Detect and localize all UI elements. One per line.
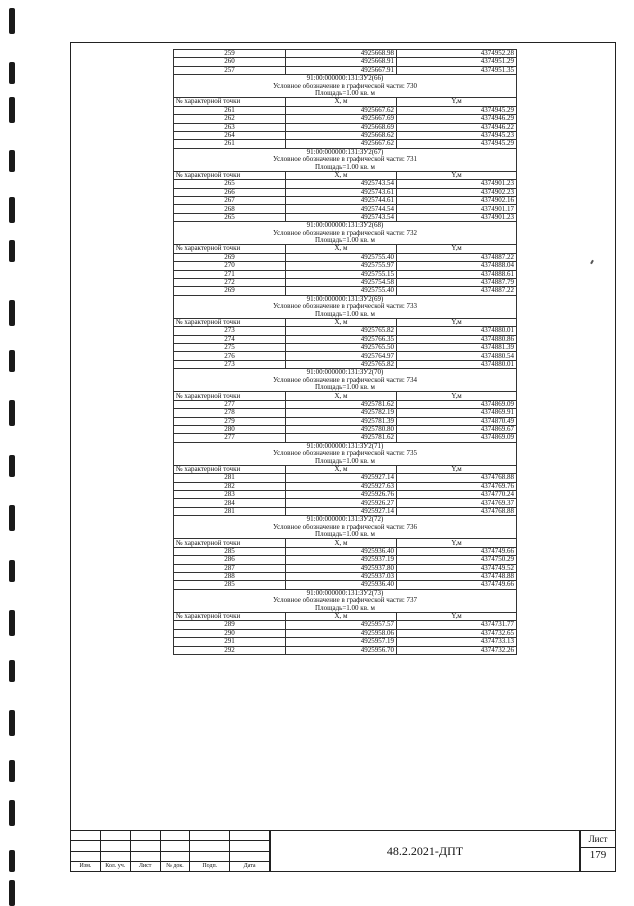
header-y: Y,м xyxy=(397,98,517,106)
section-designation-row xyxy=(174,83,517,90)
y-coordinate: 4374769.76 xyxy=(397,482,517,490)
column-header-row xyxy=(174,392,517,400)
section-area-row xyxy=(174,237,517,245)
y-coordinate: 4374945.23 xyxy=(397,131,517,139)
header-x: X, м xyxy=(286,465,397,473)
table-row xyxy=(174,417,517,425)
column-header-row xyxy=(174,171,517,179)
column-header-row xyxy=(174,539,517,547)
point-number: 266 xyxy=(174,188,286,196)
header-x: X, м xyxy=(286,539,397,547)
table-row xyxy=(174,352,517,360)
y-coordinate: 4374770.24 xyxy=(397,491,517,499)
header-point: № характерной точки xyxy=(174,612,286,620)
area-label: Площадь=1.00 кв. м xyxy=(174,384,517,392)
point-number: 277 xyxy=(174,400,286,408)
cadastral-number: 91:00:000000:131:ЗУ2(68) xyxy=(174,222,517,230)
header-point: № характерной точки xyxy=(174,539,286,547)
header-point: № характерной точки xyxy=(174,171,286,179)
area-label: Площадь=1.00 кв. м xyxy=(174,311,517,319)
point-number: 290 xyxy=(174,629,286,637)
y-coordinate: 4374870.49 xyxy=(397,417,517,425)
table-row xyxy=(174,547,517,555)
x-coordinate: 4925668.62 xyxy=(286,131,397,139)
binding-hole xyxy=(9,197,15,223)
header-point: № характерной точки xyxy=(174,465,286,473)
table-row xyxy=(174,638,517,646)
table-row xyxy=(174,482,517,490)
binding-hole xyxy=(9,300,15,326)
binding-hole xyxy=(9,560,15,582)
point-number: 261 xyxy=(174,140,286,148)
y-coordinate: 4374869.09 xyxy=(397,400,517,408)
designation-value: 734 xyxy=(406,376,418,384)
y-coordinate: 4374731.77 xyxy=(397,621,517,629)
y-coordinate: 4374946.29 xyxy=(397,115,517,123)
header-x: X, м xyxy=(286,171,397,179)
designation xyxy=(174,597,517,604)
title-block xyxy=(70,830,616,872)
table-row xyxy=(174,188,517,196)
binding-holes xyxy=(6,0,22,905)
stamp-column-label: № док. xyxy=(160,861,190,871)
section-designation-row xyxy=(174,597,517,604)
table-row xyxy=(174,507,517,515)
point-number: 267 xyxy=(174,197,286,205)
section-area-row xyxy=(174,605,517,613)
point-number: 271 xyxy=(174,270,286,278)
y-coordinate: 4374951.29 xyxy=(397,58,517,66)
section-area-row xyxy=(174,458,517,466)
cadastral-number: 91:00:000000:131:ЗУ2(67) xyxy=(174,148,517,156)
table-row xyxy=(174,197,517,205)
binding-hole xyxy=(9,660,15,682)
designation xyxy=(174,230,517,237)
column-header-row xyxy=(174,245,517,253)
section-cadastral-row xyxy=(174,589,517,597)
x-coordinate: 4925781.62 xyxy=(286,434,397,442)
section-designation-row xyxy=(174,303,517,310)
area-label: Площадь=1.00 кв. м xyxy=(174,237,517,245)
x-coordinate: 4925765.82 xyxy=(286,360,397,368)
y-coordinate: 4374946.22 xyxy=(397,123,517,131)
y-coordinate: 4374901.17 xyxy=(397,205,517,213)
header-x: X, м xyxy=(286,318,397,326)
section-designation-row xyxy=(174,450,517,457)
y-coordinate: 4374768.88 xyxy=(397,474,517,482)
binding-hole xyxy=(9,62,15,84)
x-coordinate: 4925937.19 xyxy=(286,556,397,564)
point-number: 265 xyxy=(174,213,286,221)
header-x: X, м xyxy=(286,392,397,400)
designation xyxy=(174,83,517,90)
x-coordinate: 4925781.62 xyxy=(286,400,397,408)
column-header-row xyxy=(174,318,517,326)
x-coordinate: 4925765.50 xyxy=(286,344,397,352)
header-y: Y,м xyxy=(397,245,517,253)
y-coordinate: 4374732.65 xyxy=(397,629,517,637)
table-row xyxy=(174,327,517,335)
point-number: 261 xyxy=(174,106,286,114)
x-coordinate: 4925668.69 xyxy=(286,123,397,131)
point-number: 273 xyxy=(174,360,286,368)
table-row xyxy=(174,123,517,131)
section-area-row xyxy=(174,90,517,98)
y-coordinate: 4374733.13 xyxy=(397,638,517,646)
point-number: 260 xyxy=(174,58,286,66)
x-coordinate: 4925937.03 xyxy=(286,573,397,581)
header-x: X, м xyxy=(286,612,397,620)
point-number: 281 xyxy=(174,507,286,515)
y-coordinate: 4374902.23 xyxy=(397,188,517,196)
point-number: 263 xyxy=(174,123,286,131)
designation xyxy=(174,377,517,384)
point-number: 272 xyxy=(174,278,286,286)
x-coordinate: 4925755.97 xyxy=(286,262,397,270)
binding-hole xyxy=(9,710,15,736)
y-coordinate: 4374750.29 xyxy=(397,556,517,564)
point-number: 285 xyxy=(174,547,286,555)
designation xyxy=(174,524,517,531)
section-designation-row xyxy=(174,230,517,237)
x-coordinate: 4925958.06 xyxy=(286,629,397,637)
cadastral-number: 91:00:000000:131:ЗУ2(72) xyxy=(174,516,517,524)
designation-value: 733 xyxy=(406,303,418,311)
y-coordinate: 4374880.01 xyxy=(397,327,517,335)
x-coordinate: 4925956.70 xyxy=(286,646,397,654)
point-number: 268 xyxy=(174,205,286,213)
point-number: 269 xyxy=(174,287,286,295)
header-y: Y,м xyxy=(397,318,517,326)
x-coordinate: 4925926.27 xyxy=(286,499,397,507)
table-row xyxy=(174,499,517,507)
table-row xyxy=(174,106,517,114)
y-coordinate: 4374888.04 xyxy=(397,262,517,270)
x-coordinate: 4925743.54 xyxy=(286,213,397,221)
header-y: Y,м xyxy=(397,465,517,473)
y-coordinate: 4374880.54 xyxy=(397,352,517,360)
table-row xyxy=(174,621,517,629)
x-coordinate: 4925743.54 xyxy=(286,180,397,188)
y-coordinate: 4374880.01 xyxy=(397,360,517,368)
table-row xyxy=(174,425,517,433)
table-row xyxy=(174,50,517,58)
point-number: 280 xyxy=(174,425,286,433)
binding-hole xyxy=(9,150,15,172)
x-coordinate: 4925755.15 xyxy=(286,270,397,278)
designation-value: 735 xyxy=(406,450,418,458)
sheet-box xyxy=(580,830,616,872)
y-coordinate: 4374869.09 xyxy=(397,434,517,442)
x-coordinate: 4925755.40 xyxy=(286,253,397,261)
designation-value: 731 xyxy=(406,156,418,164)
y-coordinate: 4374869.67 xyxy=(397,425,517,433)
point-number: 291 xyxy=(174,638,286,646)
area-label: Площадь=1.00 кв. м xyxy=(174,90,517,98)
table-row xyxy=(174,474,517,482)
table-row xyxy=(174,581,517,589)
column-header-row xyxy=(174,612,517,620)
x-coordinate: 4925754.58 xyxy=(286,278,397,286)
x-coordinate: 4925667.62 xyxy=(286,140,397,148)
table-row xyxy=(174,66,517,74)
point-number: 289 xyxy=(174,621,286,629)
x-coordinate: 4925780.80 xyxy=(286,425,397,433)
revision-cells xyxy=(70,830,270,872)
x-coordinate: 4925782.19 xyxy=(286,409,397,417)
point-number: 273 xyxy=(174,327,286,335)
area-label: Площадь=1.00 кв. м xyxy=(174,163,517,171)
header-point: № характерной точки xyxy=(174,318,286,326)
x-coordinate: 4925936.40 xyxy=(286,547,397,555)
point-number: 270 xyxy=(174,262,286,270)
x-coordinate: 4925957.57 xyxy=(286,621,397,629)
cadastral-number: 91:00:000000:131:ЗУ2(66) xyxy=(174,75,517,83)
x-coordinate: 4925667.62 xyxy=(286,106,397,114)
binding-hole xyxy=(9,400,15,426)
stamp-column-label: Лист xyxy=(130,861,160,871)
cadastral-number: 91:00:000000:131:ЗУ2(69) xyxy=(174,295,517,303)
table-row xyxy=(174,360,517,368)
cadastral-number: 91:00:000000:131:ЗУ2(71) xyxy=(174,442,517,450)
table-row xyxy=(174,140,517,148)
y-coordinate: 4374901.23 xyxy=(397,213,517,221)
x-coordinate: 4925926.76 xyxy=(286,491,397,499)
table-row xyxy=(174,253,517,261)
section-cadastral-row xyxy=(174,75,517,83)
y-coordinate: 4374901.23 xyxy=(397,180,517,188)
table-row xyxy=(174,409,517,417)
section-designation-row xyxy=(174,524,517,531)
y-coordinate: 4374880.86 xyxy=(397,335,517,343)
binding-hole xyxy=(9,610,15,636)
binding-hole xyxy=(9,8,15,34)
y-coordinate: 4374945.29 xyxy=(397,106,517,114)
cadastral-number: 91:00:000000:131:ЗУ2(70) xyxy=(174,369,517,377)
y-coordinate: 4374768.88 xyxy=(397,507,517,515)
x-coordinate: 4925927.63 xyxy=(286,482,397,490)
table-row xyxy=(174,58,517,66)
y-coordinate: 4374945.29 xyxy=(397,140,517,148)
table-row xyxy=(174,491,517,499)
table-row xyxy=(174,287,517,295)
table-row xyxy=(174,335,517,343)
section-area-row xyxy=(174,531,517,539)
header-point: № характерной точки xyxy=(174,392,286,400)
table-row xyxy=(174,573,517,581)
point-number: 269 xyxy=(174,253,286,261)
point-number: 284 xyxy=(174,499,286,507)
y-coordinate: 4374749.66 xyxy=(397,581,517,589)
binding-hole xyxy=(9,850,15,872)
section-designation-row xyxy=(174,377,517,384)
y-coordinate: 4374887.22 xyxy=(397,287,517,295)
section-cadastral-row xyxy=(174,148,517,156)
x-coordinate: 4925668.98 xyxy=(286,50,397,58)
header-point: № характерной точки xyxy=(174,98,286,106)
designation xyxy=(174,303,517,310)
section-area-row xyxy=(174,163,517,171)
x-coordinate: 4925765.82 xyxy=(286,327,397,335)
y-coordinate: 4374952.28 xyxy=(397,50,517,58)
point-number: 282 xyxy=(174,482,286,490)
x-coordinate: 4925781.39 xyxy=(286,417,397,425)
designation xyxy=(174,450,517,457)
table-row xyxy=(174,262,517,270)
header-y: Y,м xyxy=(397,612,517,620)
header-y: Y,м xyxy=(397,392,517,400)
x-coordinate: 4925744.61 xyxy=(286,197,397,205)
sheet-number: 179 xyxy=(589,849,607,861)
point-number: 286 xyxy=(174,556,286,564)
table-row xyxy=(174,205,517,213)
x-coordinate: 4925766.35 xyxy=(286,335,397,343)
table-row xyxy=(174,629,517,637)
table-row xyxy=(174,180,517,188)
table-row xyxy=(174,213,517,221)
coordinates-table xyxy=(173,49,517,655)
section-designation-row xyxy=(174,156,517,163)
section-cadastral-row xyxy=(174,442,517,450)
x-coordinate: 4925764.97 xyxy=(286,352,397,360)
table-row xyxy=(174,400,517,408)
designation-label: Условное обозначение в графической части: xyxy=(272,523,405,531)
x-coordinate: 4925667.91 xyxy=(286,66,397,74)
y-coordinate: 4374769.37 xyxy=(397,499,517,507)
point-number: 264 xyxy=(174,131,286,139)
point-number: 275 xyxy=(174,344,286,352)
designation-label: Условное обозначение в графической части: xyxy=(272,82,405,90)
x-coordinate: 4925667.69 xyxy=(286,115,397,123)
table-row xyxy=(174,270,517,278)
binding-hole xyxy=(9,455,15,477)
designation-label: Условное обозначение в графической части: xyxy=(272,376,405,384)
x-coordinate: 4925755.40 xyxy=(286,287,397,295)
point-number: 283 xyxy=(174,491,286,499)
x-coordinate: 4925927.14 xyxy=(286,474,397,482)
point-number: 287 xyxy=(174,564,286,572)
y-coordinate: 4374749.52 xyxy=(397,564,517,572)
header-point: № характерной точки xyxy=(174,245,286,253)
section-cadastral-row xyxy=(174,222,517,230)
y-coordinate: 4374887.79 xyxy=(397,278,517,286)
designation-value: 737 xyxy=(406,597,418,605)
y-coordinate: 4374869.91 xyxy=(397,409,517,417)
binding-hole xyxy=(9,880,15,906)
designation xyxy=(174,156,517,163)
y-coordinate: 4374881.39 xyxy=(397,344,517,352)
binding-hole xyxy=(9,240,15,262)
point-number: 285 xyxy=(174,581,286,589)
section-area-row xyxy=(174,311,517,319)
point-number: 292 xyxy=(174,646,286,654)
table-row xyxy=(174,434,517,442)
table-row xyxy=(174,115,517,123)
area-label: Площадь=1.00 кв. м xyxy=(174,605,517,613)
stamp-column-label: Дата xyxy=(230,861,270,871)
point-number: 259 xyxy=(174,50,286,58)
y-coordinate: 4374887.22 xyxy=(397,253,517,261)
binding-hole xyxy=(9,800,15,826)
point-number: 262 xyxy=(174,115,286,123)
y-coordinate: 4374951.35 xyxy=(397,66,517,74)
designation-value: 736 xyxy=(406,523,418,531)
designation-label: Условное обозначение в графической части: xyxy=(272,303,405,311)
section-area-row xyxy=(174,384,517,392)
stamp-column-label: Кол. уч. xyxy=(100,861,130,871)
point-number: 265 xyxy=(174,180,286,188)
designation-value: 732 xyxy=(406,229,418,237)
binding-hole xyxy=(9,97,15,123)
table-row xyxy=(174,556,517,564)
point-number: 257 xyxy=(174,66,286,74)
x-coordinate: 4925927.14 xyxy=(286,507,397,515)
section-cadastral-row xyxy=(174,369,517,377)
y-coordinate: 4374888.61 xyxy=(397,270,517,278)
column-header-row xyxy=(174,465,517,473)
binding-hole xyxy=(9,760,15,782)
section-cadastral-row xyxy=(174,295,517,303)
y-coordinate: 4374732.26 xyxy=(397,646,517,654)
point-number: 277 xyxy=(174,434,286,442)
stamp-column-label: Подп. xyxy=(190,861,230,871)
y-coordinate: 4374902.16 xyxy=(397,197,517,205)
column-header-row xyxy=(174,98,517,106)
designation-value: 730 xyxy=(406,82,418,90)
x-coordinate: 4925957.19 xyxy=(286,638,397,646)
x-coordinate: 4925743.61 xyxy=(286,188,397,196)
cadastral-number: 91:00:000000:131:ЗУ2(73) xyxy=(174,589,517,597)
table-row xyxy=(174,344,517,352)
x-coordinate: 4925668.91 xyxy=(286,58,397,66)
x-coordinate: 4925937.80 xyxy=(286,564,397,572)
area-label: Площадь=1.00 кв. м xyxy=(174,531,517,539)
sheet-label: Лист xyxy=(581,831,615,848)
x-coordinate: 4925936.40 xyxy=(286,581,397,589)
header-x: X, м xyxy=(286,98,397,106)
point-number: 276 xyxy=(174,352,286,360)
point-number: 279 xyxy=(174,417,286,425)
binding-hole xyxy=(9,350,15,372)
section-cadastral-row xyxy=(174,516,517,524)
binding-hole xyxy=(9,505,15,531)
y-coordinate: 4374748.88 xyxy=(397,573,517,581)
designation-label: Условное обозначение в графической части: xyxy=(272,229,405,237)
header-y: Y,м xyxy=(397,171,517,179)
stamp-column-label: Изм. xyxy=(71,861,101,871)
table-row xyxy=(174,564,517,572)
table-row xyxy=(174,646,517,654)
header-y: Y,м xyxy=(397,539,517,547)
point-number: 278 xyxy=(174,409,286,417)
header-x: X, м xyxy=(286,245,397,253)
point-number: 288 xyxy=(174,573,286,581)
designation-label: Условное обозначение в графической части: xyxy=(272,156,405,164)
area-label: Площадь=1.00 кв. м xyxy=(174,458,517,466)
designation-label: Условное обозначение в графической части: xyxy=(272,597,405,605)
x-coordinate: 4925744.54 xyxy=(286,205,397,213)
point-number: 274 xyxy=(174,335,286,343)
y-coordinate: 4374749.66 xyxy=(397,547,517,555)
table-row xyxy=(174,131,517,139)
point-number: 281 xyxy=(174,474,286,482)
table-row xyxy=(174,278,517,286)
designation-label: Условное обозначение в графической части: xyxy=(272,450,405,458)
document-code: 48.2.2021-ДПТ xyxy=(270,830,580,872)
